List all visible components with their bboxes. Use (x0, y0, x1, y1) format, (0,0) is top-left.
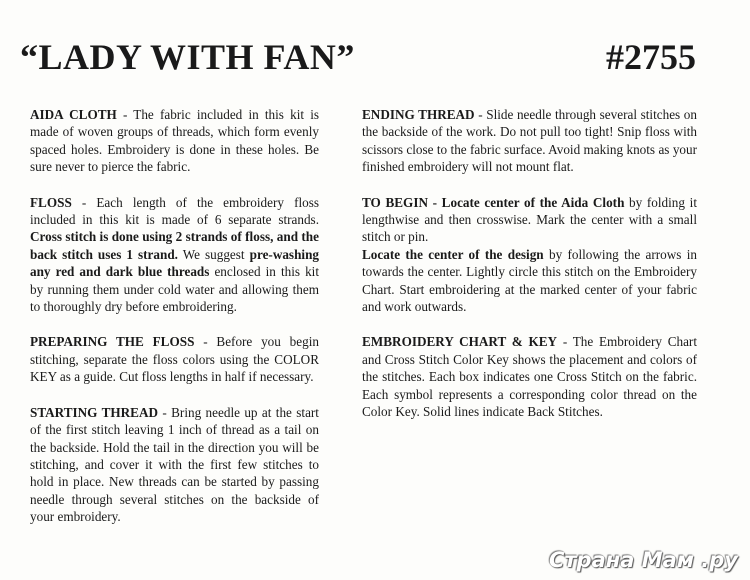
starting-thread-section (30, 404, 319, 526)
to-begin-section (362, 194, 697, 246)
locate-center-text: by following the arrows in towards the center. Lightly circle this stitch on the Embroidery Chart. Start embroidering at the marked center of your fabric and work outwards. (362, 246, 697, 315)
watermark: Страна Мам .ру (548, 548, 738, 572)
aida-cloth-separator: - (116, 107, 134, 122)
product-code: #2755 (606, 37, 696, 77)
floss-text-1: Each length of the embroidery floss included in this kit is made of 6 separate strands. (30, 194, 319, 228)
to-begin-text-1: by folding it lengthwise and then crosswise. Mark the center with a small stitch or pin. (362, 194, 697, 245)
aida-cloth-heading: AIDA CLOTH (30, 107, 117, 122)
preparing-floss-text: Before you begin stitching, separate the floss colors using the COLOR KEY as a guide. Cut floss lengths in half if necessary. (30, 334, 319, 385)
chart-key-section (362, 333, 697, 420)
floss-heading: FLOSS (30, 194, 72, 210)
floss-section (30, 194, 319, 316)
chart-key-separator: - (557, 334, 573, 350)
ending-thread-separator: - (474, 107, 487, 122)
starting-thread-separator: - (158, 404, 172, 420)
preparing-floss-section (30, 333, 319, 385)
locate-center-bold: Locate the center of the design (362, 246, 544, 262)
right-column (362, 106, 697, 421)
chart-key-text: The Embroidery Chart and Cross Stitch Color Key shows the placement and colors of the stitches. Each box indicates one Cross Stitch on the fabric. Each symbol represents a corresponding color thread on the Color Key. Solid lines indicate Back Stitches. (362, 334, 697, 420)
floss-bold-1: Cross stitch is done using 2 strands of floss, and the back stitch uses 1 strand. (30, 229, 319, 262)
preparing-floss-separator: - (194, 334, 217, 350)
starting-thread-heading: STARTING THREAD (30, 404, 158, 420)
left-column (30, 106, 319, 526)
aida-cloth-text: The fabric included in this kit is made of woven groups of threads, which form evenly spaced holes. Embroidery is done in these holes. Be sure never to pierce the fabric. (30, 107, 319, 175)
floss-bold-2: pre-washing any red and dark blue threads (30, 246, 319, 280)
page-title: “LADY WITH FAN” (20, 37, 355, 77)
floss-separator: - (71, 194, 97, 210)
locate-center-section (362, 246, 697, 316)
to-begin-heading: TO BEGIN (362, 194, 428, 210)
ending-thread-section (362, 106, 697, 176)
aida-cloth-section (30, 106, 319, 176)
chart-key-heading: EMBROIDERY CHART & KEY (362, 334, 558, 350)
ending-thread-text: Slide needle through several stitches on the backside of the work. Do not pull too tight! Snip floss with scissors close to the fabric surface. Avoid making knots as your finished embroidery will not mount flat. (362, 107, 697, 175)
floss-text-3: enclosed in this kit by running them under cold water and allowing them to thoroughly dry before embroidering. (30, 264, 319, 315)
ending-thread-heading: ENDING THREAD (362, 107, 475, 122)
to-begin-bold-1: - Locate center of the Aida Cloth (427, 194, 625, 210)
preparing-floss-heading: PREPARING THE FLOSS (30, 334, 195, 350)
starting-thread-text: Bring needle up at the start of the first stitch leaving 1 inch of thread as a tail on the backside. Hold the tail in the direction you will be stitching, and cover it with the first few stitches to hold in place. New threads can be started by passing needle through several stitches on the backside of your embroidery. (30, 404, 319, 525)
floss-text-2: We suggest (177, 246, 250, 262)
